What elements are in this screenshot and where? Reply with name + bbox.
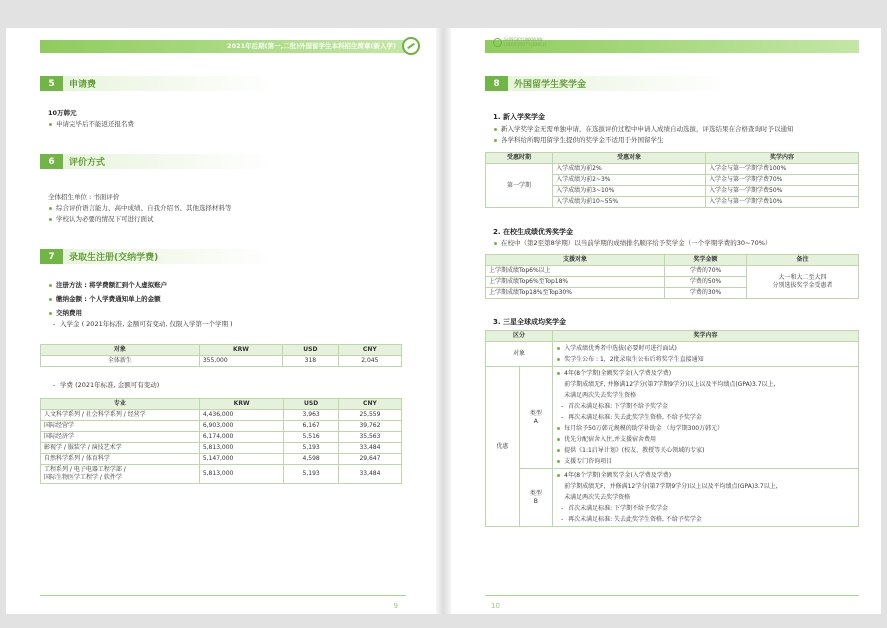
- table-header: 区分: [486, 331, 553, 342]
- evaluation-bullet: 学校认为必要的情况下可进行面试: [48, 214, 232, 225]
- table-header: USD: [283, 345, 338, 356]
- section-title: 外国留学生奖学金: [514, 80, 587, 90]
- subsection-title: 1. 新入学奖学金: [493, 113, 545, 121]
- table-header: CNY: [338, 399, 401, 410]
- table-header: 受惠时期: [486, 153, 553, 164]
- section-number: 7: [40, 249, 63, 264]
- university-logo-icon: [493, 38, 502, 47]
- table-header: 支援对象: [486, 255, 665, 266]
- table-header: 对象: [41, 345, 200, 356]
- table-row: 影视学 / 服装学 / 演技艺术学 5,813,000 5,193 33,484: [41, 443, 402, 454]
- enrolled-scholarship-note: 在校中（第2至第8学期）以当前学期的成绩排名顺序给予奖学金（一个学期学费的30~70%）: [493, 238, 853, 249]
- table-header: 奖学金额: [665, 255, 747, 266]
- section-number: 5: [40, 76, 63, 91]
- table-row: 入学成绩为前2~3% 入学金与第一学期学费70%: [486, 175, 859, 186]
- table-header: USD: [284, 399, 338, 410]
- evaluation-unit: 全体招生单位 : 书面评价: [48, 193, 120, 201]
- section-title: 录取生注册(交纳学费): [69, 253, 159, 263]
- payment-items: 交纳费用: [56, 309, 82, 317]
- registration-method: 注册方法 : 将学费额汇到个人虚拟账户: [56, 281, 168, 289]
- table-row: 国际经济学 6,174,000 5,516 35,563: [41, 432, 402, 443]
- table-row: 类型 B 4年(8个学期)全额奖学金(入学费及学费) 前学期成绩无F，并修满12学分(第7学期9学分)以上以及平均绩点(GPA)3.7以上, 未满足两次失去奖学资格 - 首次未满足标准: 下学期不给予奖学金 - 再次未满足标准: 失去此奖学生资格, 不给予奖学金: [486, 469, 859, 527]
- section-5-header: [40, 76, 400, 91]
- table-header: 奖学内容: [553, 331, 859, 342]
- table-row: 上学期成绩Top18%至Top30% 学费的30%: [486, 288, 859, 299]
- section-6-header: [40, 154, 400, 169]
- left-page: [6, 28, 436, 614]
- table-row: 入学成绩为前10~55% 入学金与第一学期学费10%: [486, 197, 859, 208]
- table-header: 奖学内容: [706, 153, 859, 164]
- table-row: 第一学期 入学成绩为前2% 入学金与第一学期学费100%: [486, 164, 859, 175]
- admission-fee-note: - 入学金 ( 2021年标准, 金额可有变动, 仅限入学第一个学期 ): [48, 319, 233, 330]
- table-header: 备注: [747, 255, 859, 266]
- table-header: KRW: [199, 399, 284, 410]
- section-8-header: [485, 76, 859, 91]
- tuition-table: [40, 398, 402, 484]
- table-header: 受惠对象: [553, 153, 706, 164]
- application-fee-block: [48, 108, 134, 130]
- logo-text: SUNGKYUNKWAN UNIVERSITY(SKKU): [504, 38, 547, 48]
- table-header: CNY: [338, 345, 401, 356]
- section-number: 8: [485, 76, 508, 91]
- table-row: 国际经营学 6,903,000 6,167 39,762: [41, 421, 402, 432]
- table-row: 上学期成绩Top6%至Top18% 学费的50%: [486, 277, 859, 288]
- table-row: 自然科学系列 / 体育科学 5,147,000 4,598 29,647: [41, 454, 402, 465]
- samsung-scholarship-table: [485, 330, 859, 527]
- table-row: 入学成绩为前3~10% 入学金与第一学期学费50%: [486, 186, 859, 197]
- subsection-title: 3. 三星全球成均奖学金: [493, 318, 566, 326]
- payment-amount: 缴纳金额 : 个人学费通知单上的金额: [56, 295, 161, 303]
- header-title: 2021年后期(第一,二批)外国留学生本科招生简章(新入学): [227, 42, 396, 50]
- table-row: 上学期成绩Top6%以上 学费的70% 大一和大二至大四 分别选拔奖学金受惠者: [486, 266, 859, 277]
- footer-line: [485, 595, 859, 596]
- section-title: 申请费: [69, 80, 97, 90]
- table-row: 全体新生 355,000 318 2,045: [41, 356, 402, 367]
- page-gutter: [436, 28, 451, 614]
- page-number: 9: [393, 602, 398, 610]
- enrolled-scholarship-table: [485, 254, 859, 299]
- section-number: 6: [40, 154, 63, 169]
- table-row: 工程系列 / 电子电器工程学部 / 国际生物医学工程学 / 软件学 5,813,000 5,193 33,484: [41, 465, 402, 484]
- subsection-title: 2. 在校生成绩优秀奖学金: [493, 228, 573, 236]
- fee-note: 申请完毕后不能返还报名费: [48, 119, 134, 130]
- footer-line: [40, 595, 406, 596]
- university-logo-icon: [402, 37, 420, 55]
- admission-fee-table: [40, 344, 402, 367]
- section-7-header: [40, 249, 400, 264]
- table-row: 人文科学系列 / 社会科学系列 / 经营学 4,436,000 3,963 25,559: [41, 410, 402, 421]
- page-number: 10: [491, 602, 500, 610]
- table-row: 优惠 类型 A 4年(8个学期)全额奖学金(入学费及学费) 前学期成绩无F, 并修满12学分(第7学期9学分)以上以及平均绩点(GPA)3.7以上, 未满足两次失去奖学生资格 - 首次未满足标准: 下学期不给予奖学金 - 再次未满足标准: 失去此奖学生资格, 不给予奖学金 每月给予50万韩元规模的助学补助金 （每学期300万韩元） 优先分配宿舍入住,并支援宿舍费用 提供《1:1启导计划》(校友、教授等关心领域的专家) 支援专门咨询项目: [486, 367, 859, 469]
- evaluation-block: [48, 192, 232, 225]
- table-header: KRW: [199, 345, 282, 356]
- registration-block: [48, 280, 233, 330]
- tuition-note: - 学费 (2021年标准, 金额可有变动): [48, 380, 159, 391]
- new-student-scholarship-notes: 新入学奖学金无需单独申请，在选拔评价过程中申请人成绩自动选拔，评选结果在合格查询时予以通知 各学科给所聘用留学生提供的奖学金不适用于外国留学生: [493, 124, 853, 146]
- table-header: 专业: [41, 399, 200, 410]
- section-title: 评价方式: [69, 158, 106, 168]
- fee-amount: 10万韩元: [48, 109, 77, 117]
- right-page: [451, 28, 881, 614]
- table-row: 对象 入学成绩优秀者中选拔(必要时可进行面试) 奖学生公布 : 1，2批录取生公布后将奖学生直接通知: [486, 342, 859, 367]
- evaluation-bullet: 综合评价语言能力、高中成绩、自我介绍书、其他选择材料等: [48, 203, 232, 214]
- new-student-scholarship-table: [485, 152, 859, 208]
